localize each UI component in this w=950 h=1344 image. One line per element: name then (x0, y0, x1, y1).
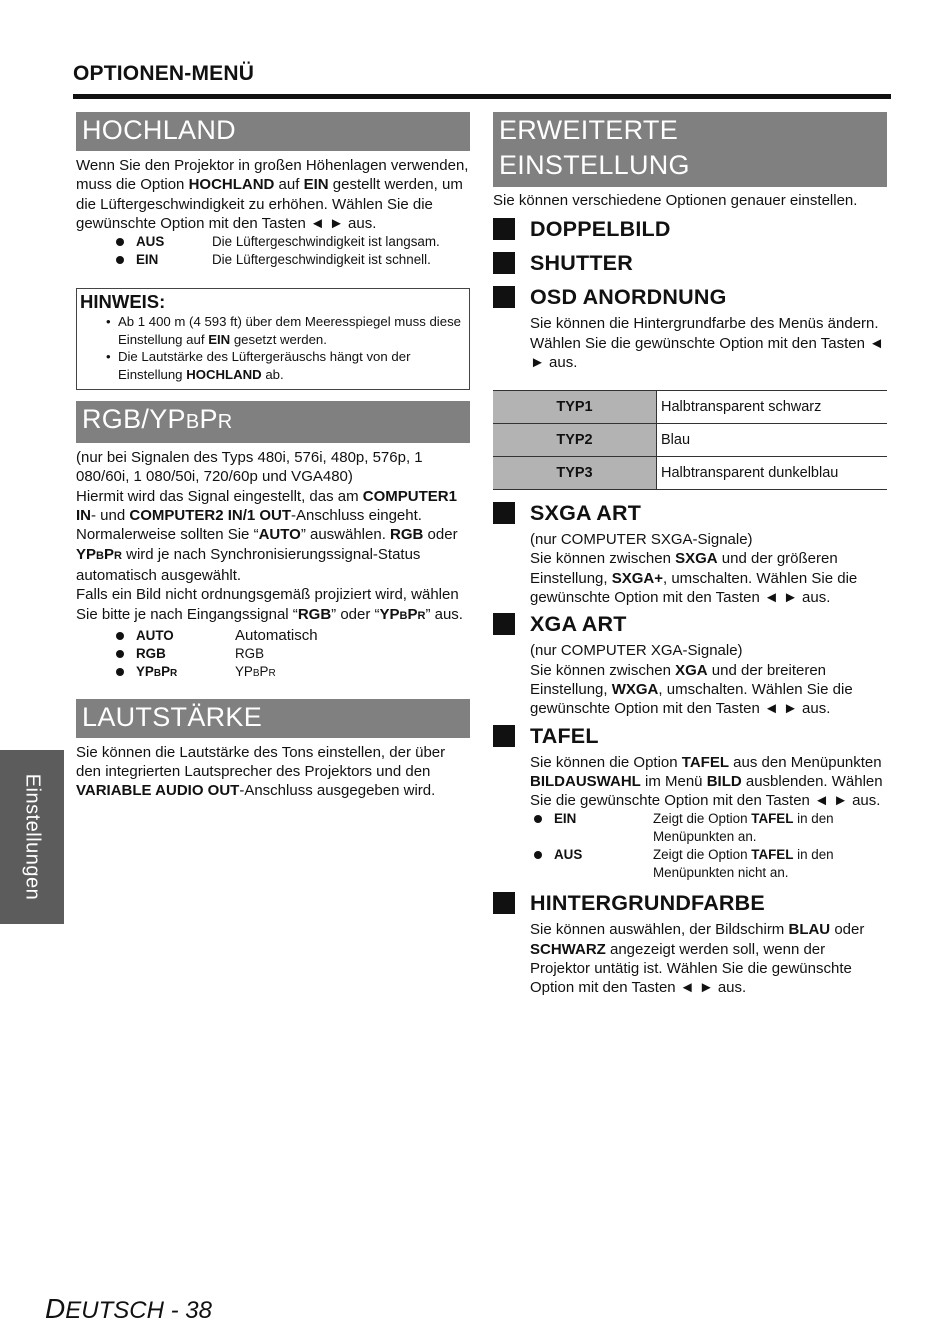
rgb-signal-note: (nur bei Signalen des Typs 480i, 576i, 480p, 576p, 1 080/60i, 1 080/50i, 720/60p und VGA480) (76, 449, 423, 486)
square-bullet-icon (493, 252, 515, 274)
rgb-option-rgb: RGB RGB (76, 645, 470, 663)
tafel-option-aus: AUS Zeigt die Option TAFEL in den Menüpunkten nicht an. (530, 846, 887, 882)
hinweis-box (76, 288, 470, 390)
hinweis-item: • Die Lautstärke des Lüftergeräuschs hängt von der Einstellung HOCHLAND ab. (106, 349, 411, 382)
rgb-option-auto: AUTO Automatisch (76, 627, 470, 645)
square-bullet-icon (493, 286, 515, 308)
erweiterte-intro: Sie können verschiedene Optionen genauer einstellen. (493, 192, 858, 209)
page-title: OPTIONEN-MENÜ (73, 62, 255, 85)
lautstaerke-text: Sie können die Lautstärke des Tons einstellen, der über den integrierten Lautsprecher des Projektors und den VARIABLE AUDIO OUT-Anschluss ausgegeben wird. (76, 743, 446, 800)
hochland-text: Wenn Sie den Projektor in großen Höhenlagen verwenden, muss die Option HOCHLAND auf EIN gestellt werden, um die Lüftergeschwindigkeit zu erhöhen. Wählen Sie die gewünschte Option mit den Tasten ◄ ► aus. (76, 157, 469, 232)
bullet-icon (116, 238, 124, 246)
square-bullet-icon (493, 725, 515, 747)
square-bullet-icon (493, 218, 515, 240)
hinweis-title: HINWEIS: (80, 291, 166, 313)
square-bullet-icon (493, 613, 515, 635)
section-title-lautstaerke: LAUTSTÄRKE (76, 699, 470, 738)
square-bullet-icon (493, 502, 515, 524)
hochland-option-aus: AUS Die Lüftergeschwindigkeit ist langsam. (76, 233, 470, 251)
subsection-shutter: SHUTTER (493, 246, 887, 280)
sxga-note: (nur COMPUTER SXGA-Signale) (530, 531, 753, 549)
xga-note: (nur COMPUTER XGA-Signale) (530, 642, 743, 660)
table-row: TYP3 Halbtransparent dunkelblau (493, 457, 887, 490)
bullet-icon (116, 256, 124, 264)
bullet-icon (116, 668, 124, 676)
subsection-doppelbild: DOPPELBILD (493, 212, 887, 246)
subsection-xga: XGA ART (493, 607, 887, 641)
tafel-option-ein: EIN Zeigt die Option TAFEL in den Menüpunkten an. (530, 810, 887, 846)
bullet-icon (534, 851, 542, 859)
left-column (76, 112, 470, 801)
square-bullet-icon (493, 892, 515, 914)
section-title-erweiterte: ERWEITERTE EINSTELLUNG (493, 112, 887, 187)
section-title-hochland: HOCHLAND (76, 112, 470, 151)
xga-text: Sie können zwischen XGA und der breiteren Einstellung, WXGA, umschalten. Wählen Sie die gewünschte Option mit den Tasten ◄ ► aus. (530, 661, 853, 718)
subsection-sxga: SXGA ART (493, 496, 887, 530)
osd-options-table (493, 390, 887, 490)
section-title-rgb: RGB/YPBPR (76, 401, 470, 443)
hochland-option-ein: EIN Die Lüftergeschwindigkeit ist schnell. (76, 251, 470, 269)
rgb-text-2: Normalerweise sollten Sie “AUTO” auswählen. RGB oder YPBPR wird je nach Synchronisierungssignal-Status automatisch ausgewählt. (76, 526, 458, 584)
hinweis-item: • Ab 1 400 m (4 593 ft) über dem Meeresspiegel muss diese Einstellung auf EIN gesetzt werden. (106, 314, 462, 347)
bullet-icon (534, 815, 542, 823)
osd-text: Sie können die Hintergrundfarbe des Menüs ändern. Wählen Sie die gewünschte Option mit den Tasten ◄ ► aus. (530, 315, 884, 371)
bullet-icon (116, 650, 124, 658)
subsection-hintergrundfarbe: HINTERGRUNDFARBE (493, 886, 887, 920)
rgb-option-ypbpr: YPBPR YPBPR (76, 663, 470, 683)
side-tab-einstellungen: Einstellungen (0, 750, 64, 924)
rgb-text-3: Falls ein Bild nicht ordnungsgemäß projiziert wird, wählen Sie bitte je nach Eingangssignal “RGB” oder “YPBPR” aus. (76, 586, 463, 623)
page-footer: DEUTSCH - 38 (45, 1293, 212, 1324)
header-rule (73, 94, 891, 99)
sxga-text: Sie können zwischen SXGA und der größeren Einstellung, SXGA+, umschalten. Wählen Sie die gewünschte Option mit den Tasten ◄ ► aus. (530, 550, 858, 607)
subsection-osd: OSD ANORDNUNG (493, 280, 887, 314)
tafel-text: Sie können die Option TAFEL aus den Menüpunkten BILDAUSWAHL im Menü BILD ausblenden. Wählen Sie die gewünschte Option mit den Tasten ◄ ► aus. (530, 753, 883, 810)
rgb-text-1: Hiermit wird das Signal eingestellt, das am COMPUTER1 IN- und COMPUTER2 IN/1 OUT-Anschluss eingeht. (76, 487, 457, 525)
table-row: TYP1 Halbtransparent schwarz (493, 391, 887, 424)
right-column (493, 112, 887, 998)
hintergrund-text: Sie können auswählen, der Bildschirm BLAU oder SCHWARZ angezeigt werden soll, wenn der Projektor untätig ist. Wählen Sie die gewünschte Option mit den Tasten ◄ ► aus. (530, 921, 865, 997)
subsection-tafel: TAFEL (493, 719, 887, 753)
bullet-icon (116, 632, 124, 640)
table-row: TYP2 Blau (493, 424, 887, 457)
